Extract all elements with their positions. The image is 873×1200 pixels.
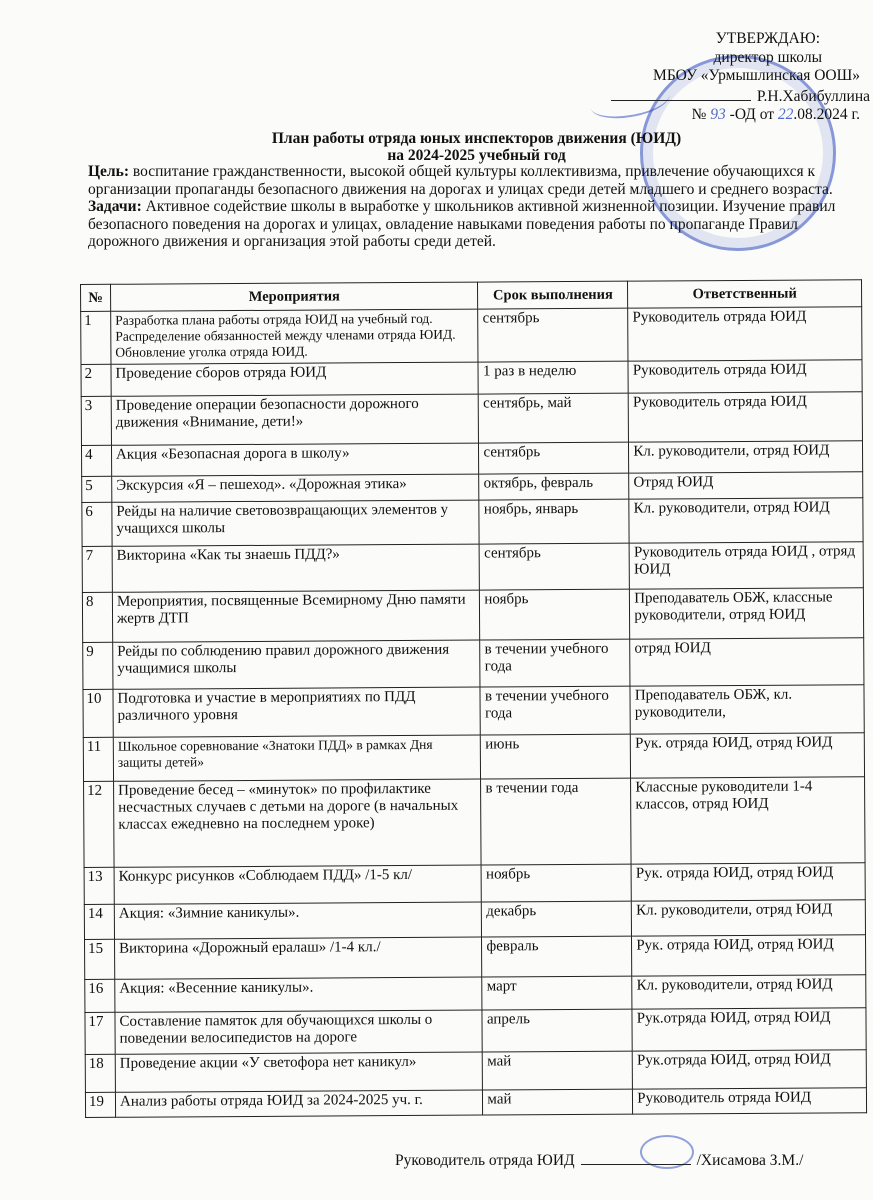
table-row — [81, 441, 862, 477]
row-number: 3 — [81, 396, 111, 445]
table-row — [85, 935, 866, 980]
goal-text: воспитание гражданственности, высокой общей культуры коллективизма, привлечение обучающихся к организации пропаганды безопасного движения на дорогах и улицах среди детей младшего и среднего возраста. — [88, 163, 833, 198]
row-event: Подготовка и участие в мероприятиях по ПДД различного уровня — [113, 687, 481, 737]
row-number: 18 — [85, 1054, 115, 1092]
row-responsible: Рук. отряда ЮИД, отряд ЮИД — [631, 863, 865, 901]
row-number: 4 — [81, 445, 111, 476]
table-row — [83, 685, 864, 738]
order-suffix: -ОД от — [729, 106, 775, 123]
row-term: в течении учебного года — [480, 639, 630, 687]
table-row — [83, 733, 864, 782]
row-term: октябрь, февраль — [479, 473, 629, 500]
row-term: сентябрь — [480, 543, 630, 590]
row-event: Конкурс рисунков «Соблюдаем ПДД» /1-5 кл/ — [114, 865, 482, 904]
row-responsible: Кл. руководители, отряд ЮИД — [629, 498, 863, 543]
row-number: 16 — [85, 979, 115, 1012]
table-row — [82, 542, 863, 593]
order-date: .08.2024 г. — [793, 106, 860, 123]
table-row — [82, 588, 863, 643]
row-number: 7 — [82, 546, 112, 592]
row-responsible: Кл. руководители, отряд ЮИД — [629, 441, 863, 473]
row-responsible: Классные руководители 1-4 классов, отряд ЮИД — [631, 777, 865, 864]
table-row — [84, 777, 866, 868]
approval-school: МБОУ «Урмышлинская ООШ» — [653, 67, 860, 84]
row-responsible: Преподаватель ОБЖ, классные руководители, отряд ЮИД — [630, 588, 864, 639]
row-responsible: Кл. руководители, отряд ЮИД — [632, 975, 866, 1009]
row-responsible: Рук.отряда ЮИД, отряд ЮИД — [632, 1008, 866, 1051]
row-term: в течении года — [481, 778, 631, 865]
row-number: 9 — [83, 642, 113, 689]
footer-name: /Хисамова З.М./ — [696, 1152, 804, 1169]
row-event: Проведение операции безопасности дорожного движения «Внимание, дети!» — [111, 394, 479, 445]
row-event: Проведение бесед – «минуток» по профилактике несчастных случаев с детьми на дороге (в начальных классах ежедневно на последнем уроке) — [114, 779, 482, 867]
approval-heading: УТВЕРЖДАЮ: — [715, 30, 820, 47]
table-row — [85, 975, 866, 1013]
row-term: май — [483, 1051, 633, 1090]
row-number: 2 — [81, 364, 111, 396]
row-event: Экскурсия «Я – пешеход». «Дорожная этика» — [112, 474, 480, 502]
row-term: апрель — [482, 1009, 632, 1052]
row-number: 8 — [82, 592, 112, 642]
row-number: 1 — [81, 311, 111, 364]
row-event: Проведение акции «У светофора нет каникул» — [115, 1052, 483, 1092]
row-responsible: Руководитель отряда ЮИД — [628, 360, 862, 393]
approval-order — [560, 106, 870, 125]
header-term: Срок выполнения — [478, 281, 628, 309]
row-term: сентябрь — [479, 442, 629, 474]
approval-position: директор школы — [713, 48, 822, 66]
header-responsible: Ответственный — [628, 280, 862, 308]
row-responsible: Преподаватель ОБЖ, кл. руководители, — [630, 685, 864, 734]
order-prefix: № — [691, 106, 707, 123]
row-term: 1 раз в неделю — [478, 361, 628, 394]
row-responsible: Руководитель отряда ЮИД , отряд ЮИД — [629, 542, 863, 589]
row-number: 10 — [83, 689, 113, 737]
row-number: 11 — [83, 737, 113, 781]
header-event: Мероприятия — [110, 282, 478, 311]
tasks-text: Активное содействие школы в выработке у школьников активной жизненной позиции. Изучение правил безопасного поведения на дорогах и улицах, овладение навыками поведения работы по пропаганде Правил дорожного движения и организация этой работы среди детей. — [88, 198, 836, 250]
row-event: Викторина «Дорожный ералаш» /1-4 кл./ — [114, 937, 482, 979]
row-responsible: Рук.отряда ЮИД, отряд ЮИД — [632, 1050, 866, 1089]
row-number: 5 — [82, 476, 112, 502]
table-row — [82, 498, 863, 547]
table-row — [81, 392, 862, 446]
row-event: Мероприятия, посвященные Всемирному Дню памяти жертв ДТП — [112, 590, 480, 642]
row-term: декабрь — [482, 901, 632, 937]
row-event: Анализ работы отряда ЮИД за 2024-2025 уч. г. — [115, 1090, 483, 1117]
row-number: 12 — [84, 781, 115, 867]
row-term: февраль — [482, 936, 632, 977]
row-number: 17 — [85, 1012, 115, 1054]
tasks-paragraph — [88, 198, 868, 251]
row-number: 19 — [85, 1092, 115, 1117]
plan-table — [80, 279, 867, 1118]
row-responsible: Кл. руководители, отряд ЮИД — [632, 900, 866, 936]
row-term: в течении учебного года — [480, 686, 630, 735]
table-row — [85, 1050, 866, 1093]
row-responsible: Отряд ЮИД — [629, 472, 863, 499]
document-title — [80, 130, 873, 164]
row-event: Рейды на наличие световозвращающих элементов у учащихся школы — [112, 500, 480, 546]
row-term: май — [483, 1089, 633, 1115]
row-term: ноябрь — [481, 864, 631, 902]
row-number: 6 — [82, 502, 112, 546]
intro — [88, 163, 868, 251]
row-number: 15 — [85, 939, 115, 979]
table-row — [84, 863, 865, 905]
row-term: сентябрь — [478, 308, 628, 362]
footer-signature-line — [395, 1150, 803, 1170]
row-term: июнь — [481, 734, 631, 779]
director-name: Р.Н.Хабибуллина — [756, 87, 870, 105]
tasks-label: Задачи: — [88, 198, 142, 215]
table-row — [81, 307, 862, 365]
goal-paragraph — [88, 163, 868, 198]
table-row — [83, 638, 864, 690]
row-responsible: Рук. отряда ЮИД, отряд ЮИД — [632, 935, 866, 976]
table-row — [84, 900, 865, 940]
table-row — [81, 360, 862, 397]
row-term: ноябрь — [480, 589, 630, 640]
row-number: 14 — [84, 904, 114, 939]
approval-block — [560, 30, 870, 125]
order-number: 93 — [710, 106, 726, 123]
row-responsible: Руководитель отряда ЮИД — [628, 392, 862, 442]
title-line-1: План работы отряда юных инспекторов движения (ЮИД) — [271, 130, 682, 147]
row-event: Школьное соревнование «Знатоки ПДД» в рамках Дня защиты детей» — [113, 735, 481, 781]
row-responsible: Руководитель отряда ЮИД — [633, 1088, 867, 1114]
row-term: сентябрь, май — [479, 393, 629, 443]
row-number: 13 — [84, 867, 114, 904]
row-event: Разработка плана работы отряда ЮИД на учебный год. Распределение обязанностей между членами отряда ЮИД. Обновление уголка отряда ЮИД. — [111, 309, 479, 364]
row-event: Составление памяток для обучающихся школы о поведении велосипедистов на дороге — [115, 1010, 483, 1054]
order-day: 22 — [777, 106, 794, 123]
title-line-2: на 2024-2025 учебный год — [387, 147, 566, 164]
row-event: Проведение сборов отряда ЮИД — [111, 362, 479, 396]
approval-director — [560, 86, 870, 107]
row-event: Акция: «Весенние каникулы». — [115, 977, 483, 1012]
table-row — [85, 1088, 866, 1118]
row-responsible: Руководитель отряда ЮИД — [628, 307, 862, 361]
row-term: ноябрь, январь — [479, 499, 629, 544]
row-responsible: Рук. отряда ЮИД, отряд ЮИД — [631, 733, 865, 778]
row-event: Акция «Безопасная дорога в школу» — [111, 443, 479, 476]
row-event: Рейды по соблюдению правил дорожного движения учащимися школы — [113, 640, 481, 689]
goal-label: Цель: — [88, 163, 129, 180]
table-row — [85, 1008, 866, 1055]
header-number: № — [81, 284, 111, 311]
row-responsible: отряд ЮИД — [630, 638, 864, 686]
row-event: Викторина «Как ты знаешь ПДД?» — [112, 544, 480, 592]
signature-line — [581, 1150, 691, 1165]
row-event: Акция: «Зимние каникулы». — [114, 902, 482, 939]
row-term: март — [482, 976, 632, 1010]
footer-role: Руководитель отряда ЮИД — [395, 1152, 575, 1169]
